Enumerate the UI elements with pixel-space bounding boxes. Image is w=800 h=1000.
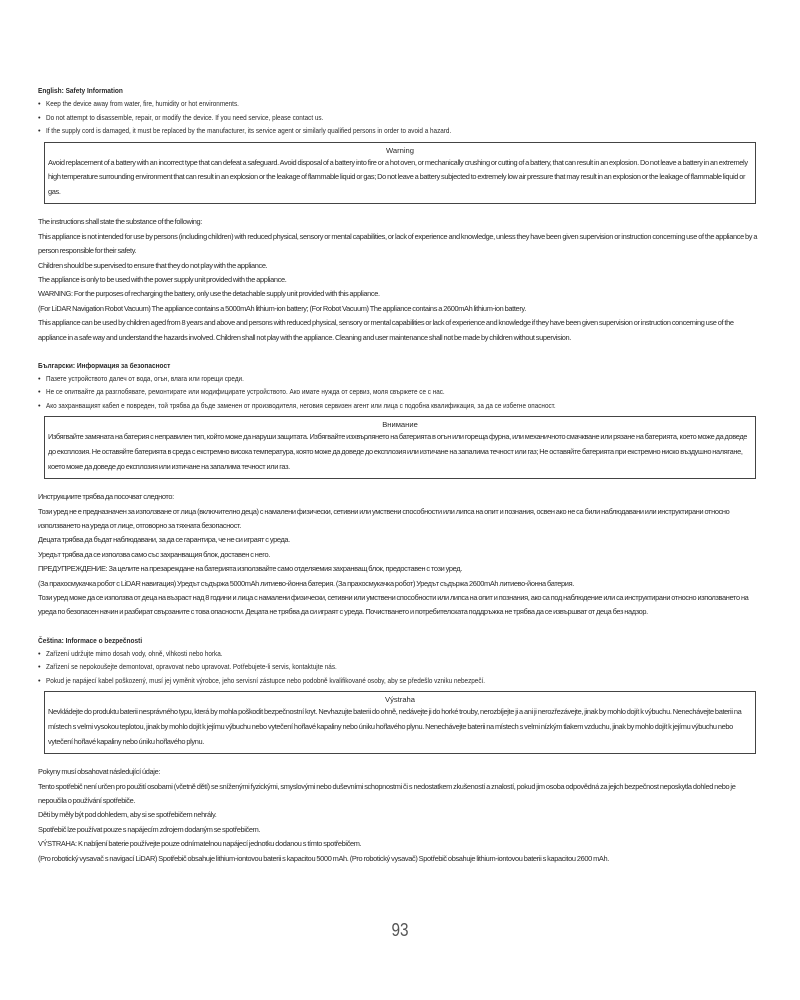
warning-title: Внимание [382, 420, 418, 430]
bullet-item: • Keep the device away from water, fire, humidity or hot environments. [38, 97, 760, 111]
manual-page [38, 86, 760, 866]
paragraph: Children should be supervised to ensure that they do not play with the appliance. [38, 260, 268, 270]
paragraph: Този уред не е предназначен за използване от лица (включително деца) с намалени физически, сетивни или умствени способности или липса на опит и познания, освен ако не са били наблюдавани или инструктирани относно използването на уреда от лице, отговорно за тяхната безопасност. [38, 506, 730, 531]
instructions [38, 765, 760, 866]
bullet-icon: • [38, 126, 41, 135]
bullet-icon: • [38, 112, 41, 122]
section-heading: Čeština: Informace o bezpečnosti [38, 635, 143, 645]
section-english [38, 86, 760, 345]
bullet-item: • If the supply cord is damaged, it must be replaced by the manufacturer, its service agent or similarly qualified persons in order to avoid a hazard. [38, 124, 760, 138]
bullet-icon: • [38, 648, 41, 658]
bullet-item: • Do not attempt to disassemble, repair, or modify the device. If you need service, please contact us. [38, 111, 760, 125]
paragraph: Инструкциите трябва да посочват следното: [38, 492, 174, 502]
paragraph: Děti by měly být pod dohledem, aby si se spotřebičem nehrály. [38, 810, 217, 820]
warning-text: Avoid replacement of a battery with an incorrect type that can defeat a safeguard. Avoid disposal of a battery into fire or a hot oven, or mechanically crushing or cutting of a battery, that can result in an explosion. Do not leave a battery in an extremely high temperature surrounding environment that can result in an explosion or the leakage of flammable liquid or gas; Do not leave a battery subjected to extremely low air pressure that may result in an explosion or the leakage of flammable liquid or gas. [48, 157, 748, 196]
bullet-item: • Pokud je napájecí kabel poškozený, musí jej vyměnit výrobce, jeho servisní zástupce nebo podobně kvalifikované osoby, aby se předešlo vzniku nebezpečí. [38, 674, 760, 688]
section-bulgarian [38, 361, 760, 620]
bullet-icon: • [38, 387, 41, 397]
warning-box [44, 416, 756, 479]
section-heading: English: Safety Information [38, 86, 123, 95]
warning-title: Výstraha [385, 695, 415, 705]
bullet-icon: • [38, 99, 41, 108]
warning-box [44, 691, 756, 754]
paragraph: (Pro robotický vysavač s navigací LiDAR) Spotřebič obsahuje lithium-iontovou baterii s kapacitou 5000 mAh. (Pro robotický vysavač) Spotřebič obsahuje lithium-iontovou baterii s kapacitou 2600 mAh. [38, 853, 609, 863]
instructions [38, 215, 760, 345]
paragraph: Spotřebič lze používat pouze s napájecím zdrojem dodaným se spotřebičem. [38, 824, 261, 834]
warning-text: Nevkládejte do produktu baterii nesprávného typu, která by mohla poškodit bezpečnostní kryt. Nevhazujte baterii do ohně, nedávejte ji do horké trouby, nerozbíjejte ji a ani ji nerozřezávejte, jinak by mohlo dojít k výbuchu. Nenechávejte baterii na místech s velmi vysokou teplotou, jinak by mohlo dojít k jejímu výbuchu nebo vytečení hořlavé kapaliny nebo úniku hořlavého plynu. Nenechávejte baterii na místech s velmi nízkým tlakem vzduchu, jinak by mohlo dojít k jejímu výbuchu nebo vytečení hořlavé kapaliny nebo úniku hořlavého plynu. [48, 707, 742, 746]
bullet-list [38, 372, 760, 413]
bullet-item: • Zařízení udržujte mimo dosah vody, ohně, vlhkosti nebo horka. [38, 647, 760, 661]
paragraph: VÝSTRAHA: K nabíjení baterie používejte pouze odnímatelnou napájecí jednotku dodanou s tímto spotřebičem. [38, 839, 362, 849]
paragraph: ПРЕДУПРЕЖДЕНИЕ: За целите на презареждане на батерията използвайте само отделяемия захранващ блок, предоставен с този уред. [38, 564, 462, 574]
paragraph: (За прахосмукачка робот с LiDAR навигация) Уредът съдържа 5000mAh литиево-йонна батерия. (За прахосмукачка робот) Уредът съдържа 2600mAh литиево-йонна батерия. [38, 578, 574, 588]
bullet-item: • Zařízení se nepokoušejte demontovat, opravovat nebo upravovat. Potřebujete-li servis, kontaktujte nás. [38, 660, 760, 674]
bullet-icon: • [38, 373, 41, 383]
page-number: 93 [391, 920, 409, 940]
warning-box [44, 142, 756, 205]
bullet-icon: • [38, 662, 41, 672]
paragraph: (For LiDAR Navigation Robot Vacuum) The appliance contains a 5000mAh lithium-ion battery; (For Robot Vacuum) The appliance contains a 2600mAh lithium-ion battery. [38, 303, 526, 313]
bullet-icon: • [38, 675, 41, 685]
bullet-item: • Пазете устройството далеч от вода, огън, влага или горещи среди. [38, 372, 760, 386]
paragraph: Уредът трябва да се използва само със захранващия блок, доставен с него. [38, 549, 270, 559]
paragraph: Този уред може да се използва от деца на възраст над 8 години и лица с намалени физически, сетивни или умствени способности или липса на опит и познания, ако са под наблюдение или са инструктирани относно използването на уреда по безопасен начин и разбират свързаните с това опасности. Децата не трябва да си играят с уреда. Почистването и потребителската поддръжка не трябва да се извършват от деца без надзор. [38, 593, 749, 617]
bullet-list [38, 647, 760, 688]
paragraph: Tento spotřebič není určen pro použití osobami (včetně dětí) se sníženými fyzickými, smyslovými nebo duševními schopnostmi či s nedostatkem zkušeností a znalostí, pokud jim osoba odpovědná za jejich bezpečnost neposkytla dohled nebo je nepoučila o používání spotřebiče. [38, 781, 736, 805]
paragraph: Pokyny musí obsahovat následující údaje: [38, 767, 161, 777]
bullet-item: • Ако захранващият кабел е повреден, той трябва да бъде заменен от производителя, неговия сервизен агент или лица с подобна квалификация, за да се избегне опасност. [38, 399, 760, 413]
paragraph: WARNING: For the purposes of recharging the battery, only use the detachable supply unit provided with this appliance. [38, 289, 380, 299]
paragraph: This appliance is not intended for use by persons (including children) with reduced physical, sensory or mental capabilities, or lack of experience and knowledge, unless they have been given supervision or instruction concerning use of the appliance by a person responsible for their safety. [38, 231, 758, 256]
bullet-list [38, 97, 760, 138]
paragraph: This appliance can be used by children aged from 8 years and above and persons with reduced physical, sensory or mental capabilities or lack of experience and knowledge if they have been given supervision or instruction concerning use of the appliance in a safe way and understand the hazards involved. Children shall not play with the appliance. Cleaning and user maintenance shall not be made by children without supervision. [38, 318, 734, 342]
warning-text: Избягвайте замяната на батерия с неправилен тип, който може да наруши защитата. Избягвайте изхвърлянето на батерията в огън или гореща фурна, или механичното смачкване или рязане на батерията, което може да доведе до експлозия. Не оставяйте батерията в среда с екстремно висока температура, която може да доведе до експлозия или изтичане на запалима течност или газ; Не оставяйте батерията при екстремно ниско въздушно налягане, което може да доведе до експлозия или изтичане на запалима течност или газ. [48, 432, 748, 471]
bullet-icon: • [38, 400, 41, 410]
paragraph: The instructions shall state the substance of the following: [38, 217, 202, 227]
section-czech [38, 636, 760, 866]
warning-title: Warning [386, 145, 414, 155]
instructions [38, 490, 760, 620]
section-heading: Български: Информация за безопасност [38, 360, 171, 370]
bullet-item: • Не се опитвайте да разглобявате, ремонтирате или модифицирате устройството. Ако имате нужда от сервиз, моля свържете се с нас. [38, 385, 760, 399]
paragraph: Децата трябва да бъдат наблюдавани, за да се гарантира, че не си играят с уреда. [38, 535, 290, 545]
paragraph: The appliance is only to be used with the power supply unit provided with the appliance. [38, 274, 287, 284]
